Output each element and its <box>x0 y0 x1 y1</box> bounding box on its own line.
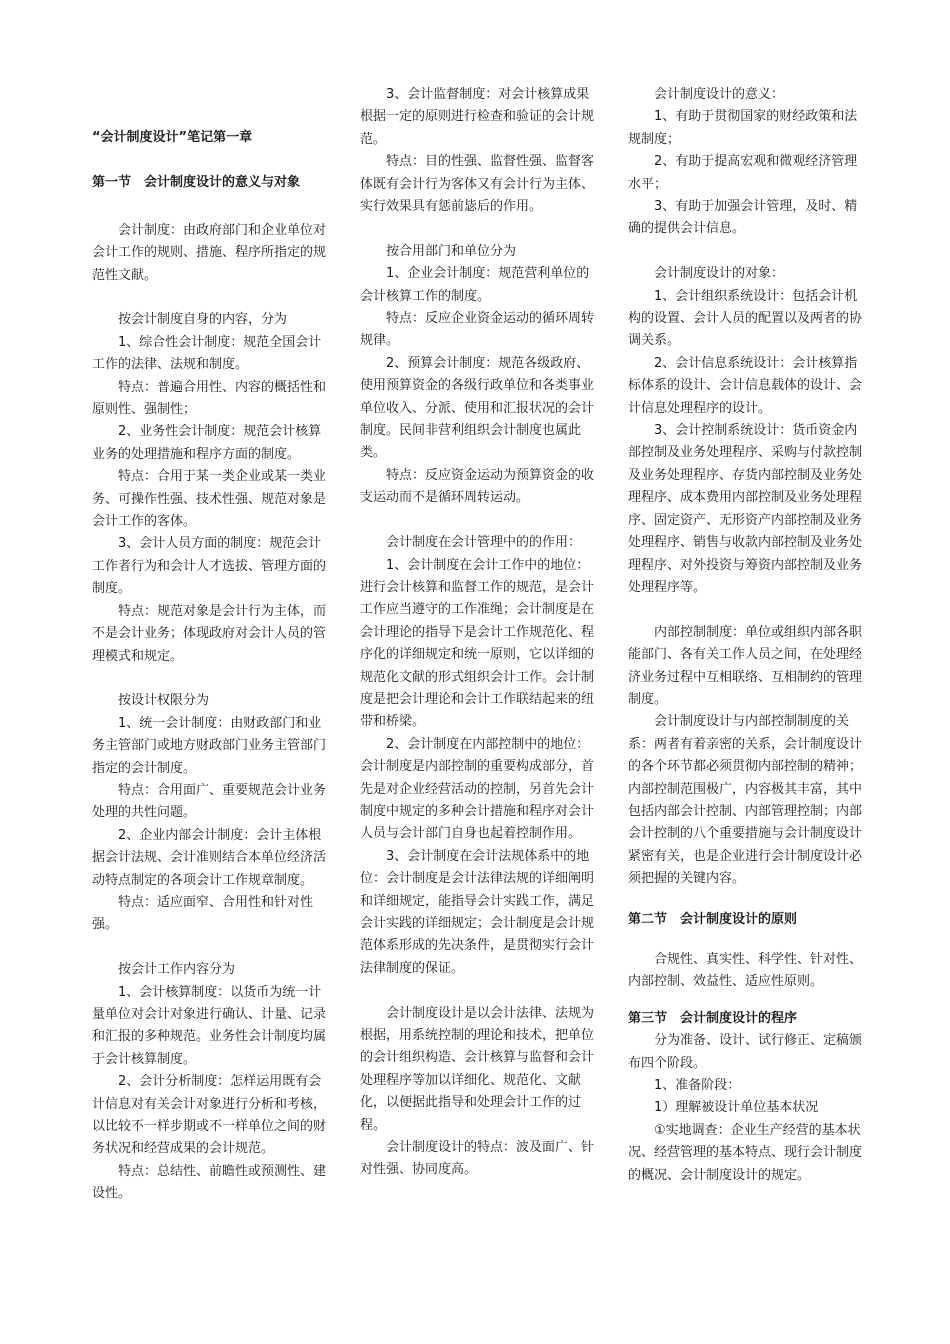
paragraph: 特点：目的性强、监督性强、监督客体既有会计行为客体又有会计行为主体、实行效果具有惩前毖后的作用。 <box>360 154 595 215</box>
paragraph: 1、会计核算制度：以货币为统一计量单位对会计对象进行确认、计量、记录和汇报的多种规范。业务性会计制度均属于会计核算制度。 <box>92 984 327 1067</box>
paragraph: 按会计工作内容分为 <box>118 962 236 978</box>
paragraph: 会计制度设计的意义： <box>654 87 785 102</box>
paragraph: 2、预算会计制度：规范各级政府、使用预算资金的各级行政单位和各类事业单位收入、分派、使用和汇报状况的会计制度。民间非营利组织会计制度也属此类。 <box>360 355 595 461</box>
paragraph: 1、准备阶段： <box>654 1078 741 1094</box>
column-1 <box>92 0 332 1206</box>
paragraph: 3、会计控制系统设计：货币资金内部控制及业务处理程序、采购与付款控制及业务处理程序、存货内部控制及业务处理程序、成本费用内部控制及业务处理程序、固定资产、无形资产内部控制及业务处理程序、销售与收款内部控制及业务处理程序、对外投资与筹资内部控制及业务处理程序等。 <box>628 423 863 595</box>
paragraph: 3、会计人员方面的制度：规范会计工作者行为和会计人才选拔、管理方面的制度。 <box>92 536 327 597</box>
paragraph: 1、有助于贯彻国家的财经政策和法规制度； <box>628 109 858 147</box>
section-heading: 第一节 会计制度设计的意义与对象 <box>92 175 301 191</box>
paragraph: 2、企业内部会计制度：会计主体根据会计法规、会计准则结合本单位经济活动特点制定的各项会计工作规章制度。 <box>92 827 327 888</box>
paragraph: 按合用部门和单位分为 <box>386 243 517 259</box>
document-title: “会计制度设计”笔记第一章 <box>92 130 253 145</box>
paragraph: 2、会计分析制度：怎样运用既有会计信息对有关会计对象进行分析和考核，以比较不一样步期或不一样单位之间的财务状况和经营成果的会计规范。 <box>92 1074 327 1157</box>
paragraph: 合规性、真实性、科学性、针对性、内部控制、效益性、适应性原则。 <box>628 952 863 990</box>
paragraph: 1、企业会计制度：规范营利单位的会计核算工作的制度。 <box>360 266 590 304</box>
paragraph: 会计制度：由政府部门和企业单位对会计工作的规则、措施、程序所指定的规范性文献。 <box>92 222 327 283</box>
paragraph: 会计制度设计的对象： <box>654 266 785 282</box>
paragraph: ①实地调查：企业生产经营的基本状况、经营管理的基本特点、现行会计制度的概况、会计制度设计的规定。 <box>628 1122 863 1183</box>
paragraph: 按会计制度自身的内容，分为 <box>118 312 288 328</box>
section-heading: 第三节 会计制度设计的程序 <box>628 1010 798 1026</box>
paragraph: 会计制度在会计管理中的的作用： <box>386 535 582 551</box>
paragraph: 分为准备、设计、试行修正、定稿颁布四个阶段。 <box>628 1033 863 1071</box>
paragraph: 1、会计制度在会计工作中的地位：进行会计核算和监督工作的规范，是会计工作应当遵守的工作准绳；会计制度是在会计理论的指导下是会计工作规范化、程序化的详细规定和统一原则，它以详细的规范化文献的形式组织会计工作。会计制度是把会计理论和会计工作联结起来的纽带和桥梁。 <box>360 557 595 730</box>
paragraph: 特点：反应资金运动为预算资金的收支运动而不是循环周转运动。 <box>360 467 595 506</box>
section-heading: 第二节 会计制度设计的原则 <box>628 911 798 927</box>
paragraph: 特点：规范对象是会计行为主体，而不是会计业务；体现政府对会计人员的管理模式和规定。 <box>92 603 327 664</box>
paragraph: 2、会计信息系统设计：会计核算指标体系的设计、会计信息载体的设计、会计信息处理程序的设计。 <box>628 355 863 416</box>
paragraph: 特点：总结性、前瞻性或预测性、建设性。 <box>92 1163 327 1202</box>
paragraph: 会计制度设计与内部控制制度的关系：两者有着亲密的关系，会计制度设计的各个环节都必须贯彻内部控制的精神；内部控制范围极广，内容极其丰富，其中包括内部会计控制、内部管理控制；内部会计控制的八个重要措施与会计制度设计紧密有关，也是企业进行会计制度设计必须把握的关键内容。 <box>628 714 863 887</box>
paragraph: 2、有助于提高宏观和微观经济管理水平； <box>628 154 858 192</box>
paragraph: 1、综合性会计制度：规范全国会计工作的法律、法规和制度。 <box>92 334 322 373</box>
paragraph: 会计制度设计的特点：波及面广、针对性强、协同度高。 <box>360 1140 595 1178</box>
paragraph: 2、业务性会计制度：规范会计核算业务的处理措施和程序方面的制度。 <box>92 424 322 462</box>
paragraph: 特点：合用于某一类企业或某一类业务、可操作性强、技术性强、规范对象是会计工作的客体。 <box>92 469 327 530</box>
paragraph: 内部控制制度：单位或组织内部各职能部门、各有关工作人员之间，在处理经济业务过程中互相联络、互相制约的管理制度。 <box>628 624 863 707</box>
paragraph: 特点：适应面窄、合用性和针对性强。 <box>92 894 314 933</box>
paragraph: 按设计权限分为 <box>118 693 210 709</box>
paragraph: 1、统一会计制度：由财政部门和业务主管部门或地方财政部门业务主管部门指定的会计制度。 <box>92 715 327 776</box>
paragraph: 会计制度设计是以会计法律、法规为根据，用系统控制的理论和技术，把单位的会计组织构造、会计核算与监督和会计处理程序等加以详细化、规范化、文献化，以便据此指导和处理会计工作的过程。 <box>360 1005 595 1133</box>
paragraph: 2、会计制度在内部控制中的地位：会计制度是内部控制的重要构成部分，首先是对企业经营活动的控制，另首先会计制度中规定的多种会计措施和程序对会计人员与会计部门自身也起着控制作用。 <box>360 736 595 842</box>
paragraph: 3、会计监督制度：对会计核算成果根据一定的原则进行检查和验证的会计规范。 <box>360 87 595 147</box>
paragraph: 特点：反应企业资金运动的循环周转规律。 <box>360 311 595 349</box>
paragraph: 1）理解被设计单位基本状况 <box>654 1100 819 1116</box>
paragraph: 3、会计制度在会计法规体系中的地位：会计制度是会计法律法规的详细阐明和详细规定，能指导会计实践工作，满足会计实践的详细规定；会计制度是会计规范体系形成的先决条件，是贯彻实行会计法律制度的保证。 <box>360 848 595 976</box>
column-3 <box>628 0 868 1187</box>
column-2 <box>360 0 600 1182</box>
paragraph: 特点：合用面广、重要规范会计业务处理的共性问题。 <box>92 782 327 821</box>
paragraph: 3、有助于加强会计管理，及时、精确的提供会计信息。 <box>628 199 858 237</box>
paragraph: 1、会计组织系统设计：包括会计机构的设置、会计人员的配置以及两者的协调关系。 <box>628 288 863 349</box>
paragraph: 特点：普遍合用性、内容的概括性和原则性、强制性； <box>92 379 327 418</box>
